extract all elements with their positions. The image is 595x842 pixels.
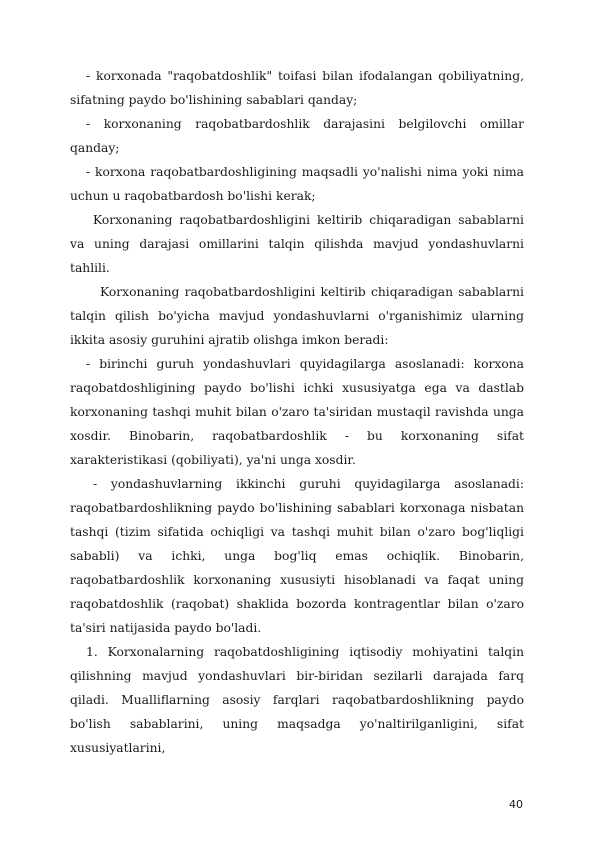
document-page [70,64,524,760]
paragraph-numbered-1: 1. Korxonalarning raqobatdoshligining iqtisodiy mohiyatini talqin qilishning mavjud yondashuvlari bir-biridan sezilarli darajada farq qiladi. Mualliflarning asosiy farqlari raqobatbardoshlikning paydo bo'lish sabablarini, uning maqsadga yo'naltirilganligini, sifat xususiyatlarini, [70,645,524,755]
paragraph-analysis: Korxonaning raqobatbardoshligini keltirib chiqaradigan sabablarni va uning darajasi omillarini talqin qilishda mavjud yondashuvlarni tahlili. [70,213,524,275]
paragraph-approaches: Korxonaning raqobatbardoshligini keltirib chiqaradigan sabablarni talqin qilish bo'yicha mavjud yondashuvlarni o'rganishimiz ularning ikkita asosiy guruhini ajratib olishga imkon beradi: [70,285,524,347]
paragraph-second-group: - yondashuvlarning ikkinchi guruhi quyidagilarga asoslanadi: raqobatbardoshlikning paydo bo'lishining sabablari korxonaga nisbatan tashqi (tizim sifatida ochiqligi va tashqi muhit bilan o'zaro bog'liqligi sababli) va ichki, unga bog'liq emas ochiqlik. Binobarin, raqobatbardoshlik korxonaning xususiyti hisoblanadi va faqat uning raqobatdoshlik (raqobat) shaklida bozorda kontragentlar bilan o'zaro ta'siri natijasida paydo bo'ladi. [70,477,524,635]
page-number: 40 [509,798,523,811]
paragraph-bullet-1: - korxonada "raqobatdoshlik" toifasi bilan ifodalangan qobiliyatning, sifatning paydo bo'lishining sabablari qanday; [70,69,524,107]
paragraph-first-group: - birinchi guruh yondashuvlari quyidagilarga asoslanadi: korxona raqobatdoshligining paydo bo'lishi ichki xususiyatga ega va dastlab korxonaning tashqi muhit bilan o'zaro ta'siridan mustaqil ravishda unga xosdir. Binobarin, raqobatbardoshlik - bu korxonaning sifat xarakteristikasi (qobiliyati), ya'ni unga xosdir. [70,357,524,467]
paragraph-bullet-2: - korxonaning raqobatbardoshlik darajasini belgilovchi omillar qanday; [70,117,524,155]
paragraph-bullet-3: - korxona raqobatbardoshligining maqsadli yo'nalishi nima yoki nima uchun u raqobatbardosh bo'lishi kerak; [70,165,524,203]
